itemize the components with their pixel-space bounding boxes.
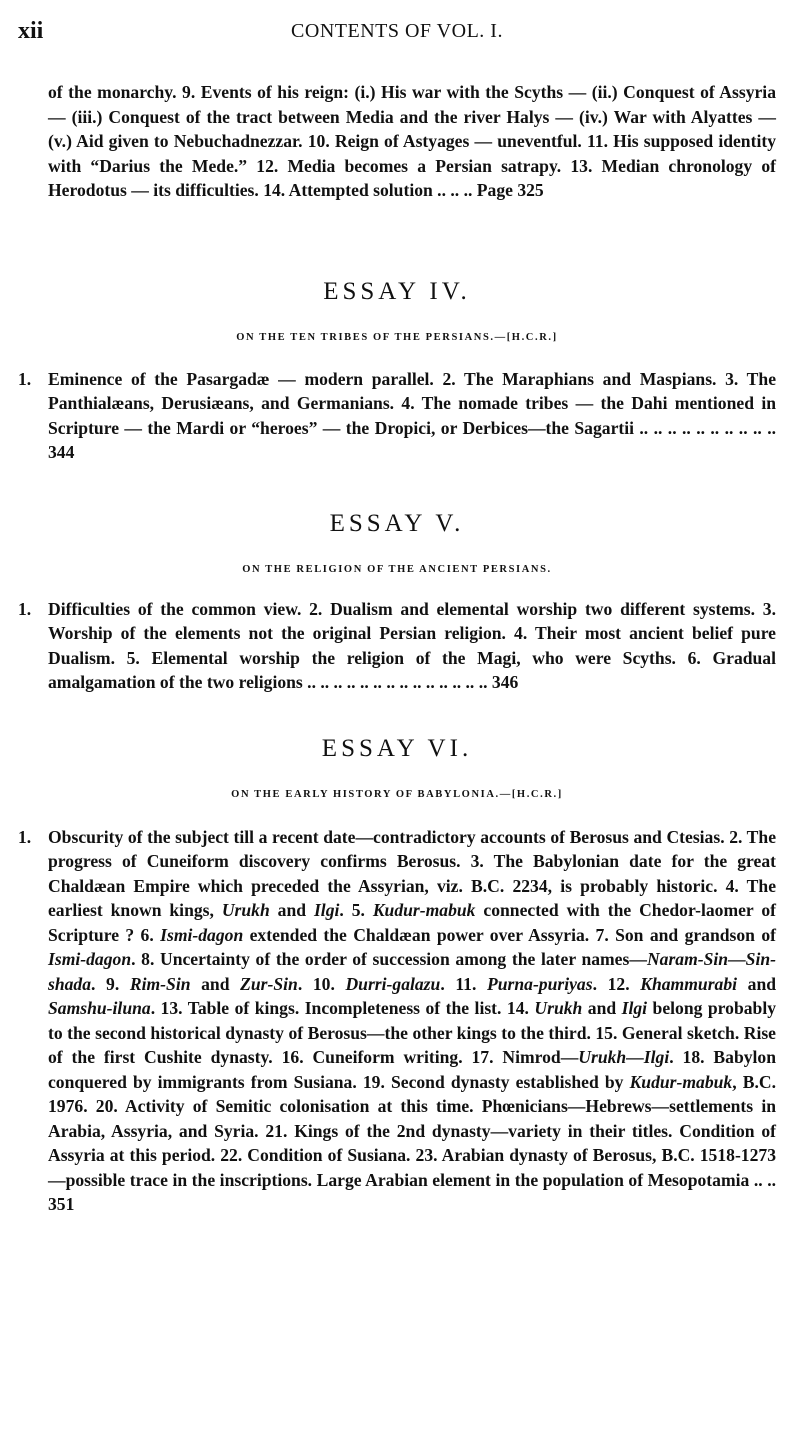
italic-name: Purna-puriyas [486, 973, 593, 994]
text-segment: and [190, 973, 241, 994]
essay-iv-text: Eminence of the Pasargadæ — modern parallel. 2. The Maraphians and Maspians. 3. The Panthialæans, Derusiæans, and Germanians. 4. The nomade tribes — the Dahi mentioned in Scripture — the Mardi or “heroes” — the Dropici, or Derbices—the Sagartii .. .. .. .. .. .. .. .. .. .. 344 [48, 368, 776, 462]
text-segment: . 12. [592, 973, 641, 994]
essay-iv-contents [18, 367, 776, 465]
text-segment: . 13. Table of kings. Incompleteness of the list. 14. [150, 998, 535, 1018]
text-segment: . 5. [339, 900, 373, 920]
item-number: 1. [18, 598, 32, 619]
text-segment: . 11. [440, 973, 487, 994]
text-segment: connected with the Chedor-laomer of Scripture ? 6. [48, 900, 776, 945]
italic-name: Zur-Sin [240, 973, 298, 994]
text-segment: belong probably to the second historical dynasty of Berosus—the other kings to the third. 15. General sketch. Rise of the first Cushite dynasty. 16. Cuneiform writing. 17. Nimrod— [48, 998, 776, 1067]
italic-name: Urukh [221, 900, 270, 920]
essay-iv-title: ESSAY IV. [323, 277, 471, 305]
essay-vi-title: ESSAY VI. [321, 734, 473, 762]
item-number: 1. [18, 826, 32, 847]
italic-name: Urukh—Ilgi [578, 1047, 670, 1067]
text-segment: . 10. [297, 973, 346, 994]
italic-name: Durri-galazu [345, 973, 441, 994]
essay-v-contents [18, 597, 776, 695]
text-segment: and [737, 973, 777, 994]
essay-v-subtitle: ON THE RELIGION OF THE ANCIENT PERSIANS. [242, 563, 552, 575]
italic-name: Rim-Sin [129, 973, 191, 994]
running-title: CONTENTS OF VOL. I. [291, 20, 503, 42]
italic-name: Ilgi [313, 900, 340, 920]
essay-iv-subtitle: ON THE TEN TRIBES OF THE PERSIANS.—[H.C.R.] [236, 331, 558, 343]
italic-name: Kudur-mabuk [629, 1071, 733, 1092]
text-segment: extended the Chaldæan power over Assyria. 7. Son and grandson of [243, 924, 776, 945]
text-segment: Obscurity of the subject till a recent date—contradictory accounts of Berosus and Ctesias. 2. The progress of Cuneiform discovery confirms Berosus. 3. The Babylonian date for the great Chaldæan Empire which preceded the Assyrian, viz. B.C. 2234, is probably historic. 4. The earliest known kings, [48, 826, 776, 920]
page [0, 18, 796, 1430]
essay-vi-contents [18, 825, 776, 1217]
italic-name: Naram-Sin—Sin-shada [48, 949, 776, 994]
text-segment: and [582, 998, 622, 1018]
italic-name: Samshu-iluna [48, 998, 151, 1018]
page-number: xii [18, 18, 44, 44]
text-segment: and [269, 900, 314, 920]
italic-name: Ismi-dagon [48, 949, 132, 969]
italic-name: Urukh [534, 998, 583, 1018]
item-number: 1. [18, 368, 32, 389]
italic-name: Kudur-mabuk [372, 900, 476, 920]
italic-name: Ilgi [621, 998, 648, 1018]
continuation-paragraph: of the monarchy. 9. Events of his reign: (i.) His war with the Scyths — (ii.) Conquest of Assyria — (iii.) Conquest of the tract between Media and the river Halys — (iv.) War with Alyattes — (v.) Aid given to Nebuchadnezzar. 10. Reign of Astyages — uneventful. 11. His supposed identity with “Darius the Mede.” 12. Media becomes a Persian satrapy. 13. Median chronology of Herodotus — its difficulties. 14. Attempted solution .. .. .. Page 325 [48, 82, 776, 200]
text-segment: , B.C. 1976. 20. Activity of Semitic colonisation at this time. Phœnicians—Hebrews—settlements in Arabia, Assyria, and Syria. 21. Kings of the 2nd dynasty—variety in their titles. Condition of Assyria at this period. 22. Condition of Susiana. 23. Arabian dynasty of Berosus, B.C. 1518-1273—possible trace in the inscriptions. Large Arabian element in the population of Mesopotamia .. .. 351 [48, 1071, 776, 1214]
text-segment: . 9. [91, 973, 130, 994]
italic-name: Ismi-dagon [160, 924, 244, 945]
essay-v-title: ESSAY V. [329, 509, 465, 537]
running-header [18, 18, 776, 58]
text-segment: . 18. Babylon conquered by immigrants from Susiana. 19. Second dynasty established by [48, 1047, 776, 1092]
text-segment: . 8. Uncertainty of the order of succession among the later names— [131, 949, 647, 969]
essay-vi-subtitle: ON THE EARLY HISTORY OF BABYLONIA.—[H.C.R.] [231, 788, 563, 800]
italic-name: Khammurabi [640, 973, 738, 994]
essay-v-text: Difficulties of the common view. 2. Dualism and elemental worship two different systems. 3. Worship of the elements not the original Persian religion. 4. Their most ancient belief pure Dualism. 5. Elemental worship the religion of the Magi, who were Scyths. 6. Gradual amalgamation of the two religions .. .. .. .. .. .. .. .. .. .. .. .. .. .. 346 [48, 598, 776, 692]
